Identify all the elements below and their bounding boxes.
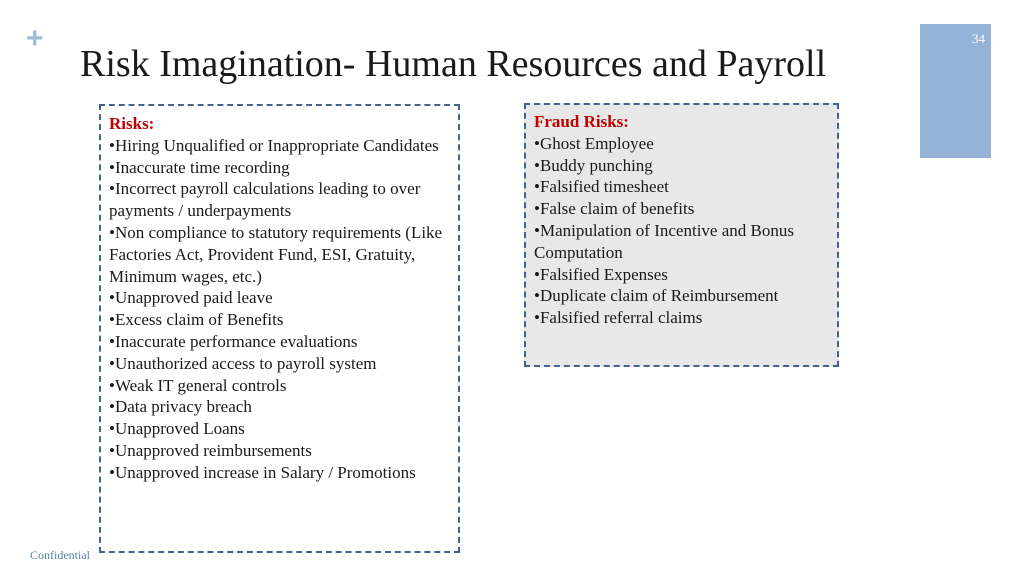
fraud-risk-item: • Ghost Employee (534, 133, 829, 155)
fraud-risks-list (534, 133, 829, 329)
fraud-risk-item: • False claim of benefits (534, 198, 829, 220)
risk-item: • Weak IT general controls (109, 375, 450, 397)
fraud-risk-item: • Buddy punching (534, 155, 829, 177)
slide-title: Risk Imagination- Human Resources and Payroll (80, 43, 827, 85)
fraud-risk-item: • Falsified Expenses (534, 264, 829, 286)
risk-item: • Unapproved Loans (109, 418, 450, 440)
risk-item: • Incorrect payroll calculations leading to over payments / underpayments (109, 178, 450, 222)
risk-item: • Unapproved reimbursements (109, 440, 450, 462)
page-number-badge (920, 24, 991, 158)
risks-heading: Risks: (109, 114, 155, 133)
risk-item: • Data privacy breach (109, 396, 450, 418)
fraud-risks-heading: Fraud Risks: (534, 112, 629, 131)
risk-item: • Inaccurate time recording (109, 157, 450, 179)
risk-item: • Unauthorized access to payroll system (109, 353, 450, 375)
fraud-risk-item: • Duplicate claim of Reimbursement (534, 285, 829, 307)
page-number: 34 (972, 31, 985, 46)
risks-box (99, 104, 460, 553)
confidential-footer: Confidential (30, 548, 90, 562)
risk-item: • Excess claim of Benefits (109, 309, 450, 331)
fraud-risk-item: • Falsified timesheet (534, 176, 829, 198)
risk-item: • Inaccurate performance evaluations (109, 331, 450, 353)
risk-item: • Hiring Unqualified or Inappropriate Candidates (109, 135, 450, 157)
plus-icon: + (26, 22, 44, 55)
risk-item: • Non compliance to statutory requirements (Like Factories Act, Provident Fund, ESI, Gratuity, Minimum wages, etc.) (109, 222, 450, 287)
fraud-risks-box (524, 103, 839, 367)
risk-item: • Unapproved increase in Salary / Promotions (109, 462, 450, 484)
risks-list (109, 135, 450, 484)
fraud-risk-item: • Falsified referral claims (534, 307, 829, 329)
fraud-risk-item: • Manipulation of Incentive and Bonus Computation (534, 220, 829, 264)
risk-item: • Unapproved paid leave (109, 287, 450, 309)
